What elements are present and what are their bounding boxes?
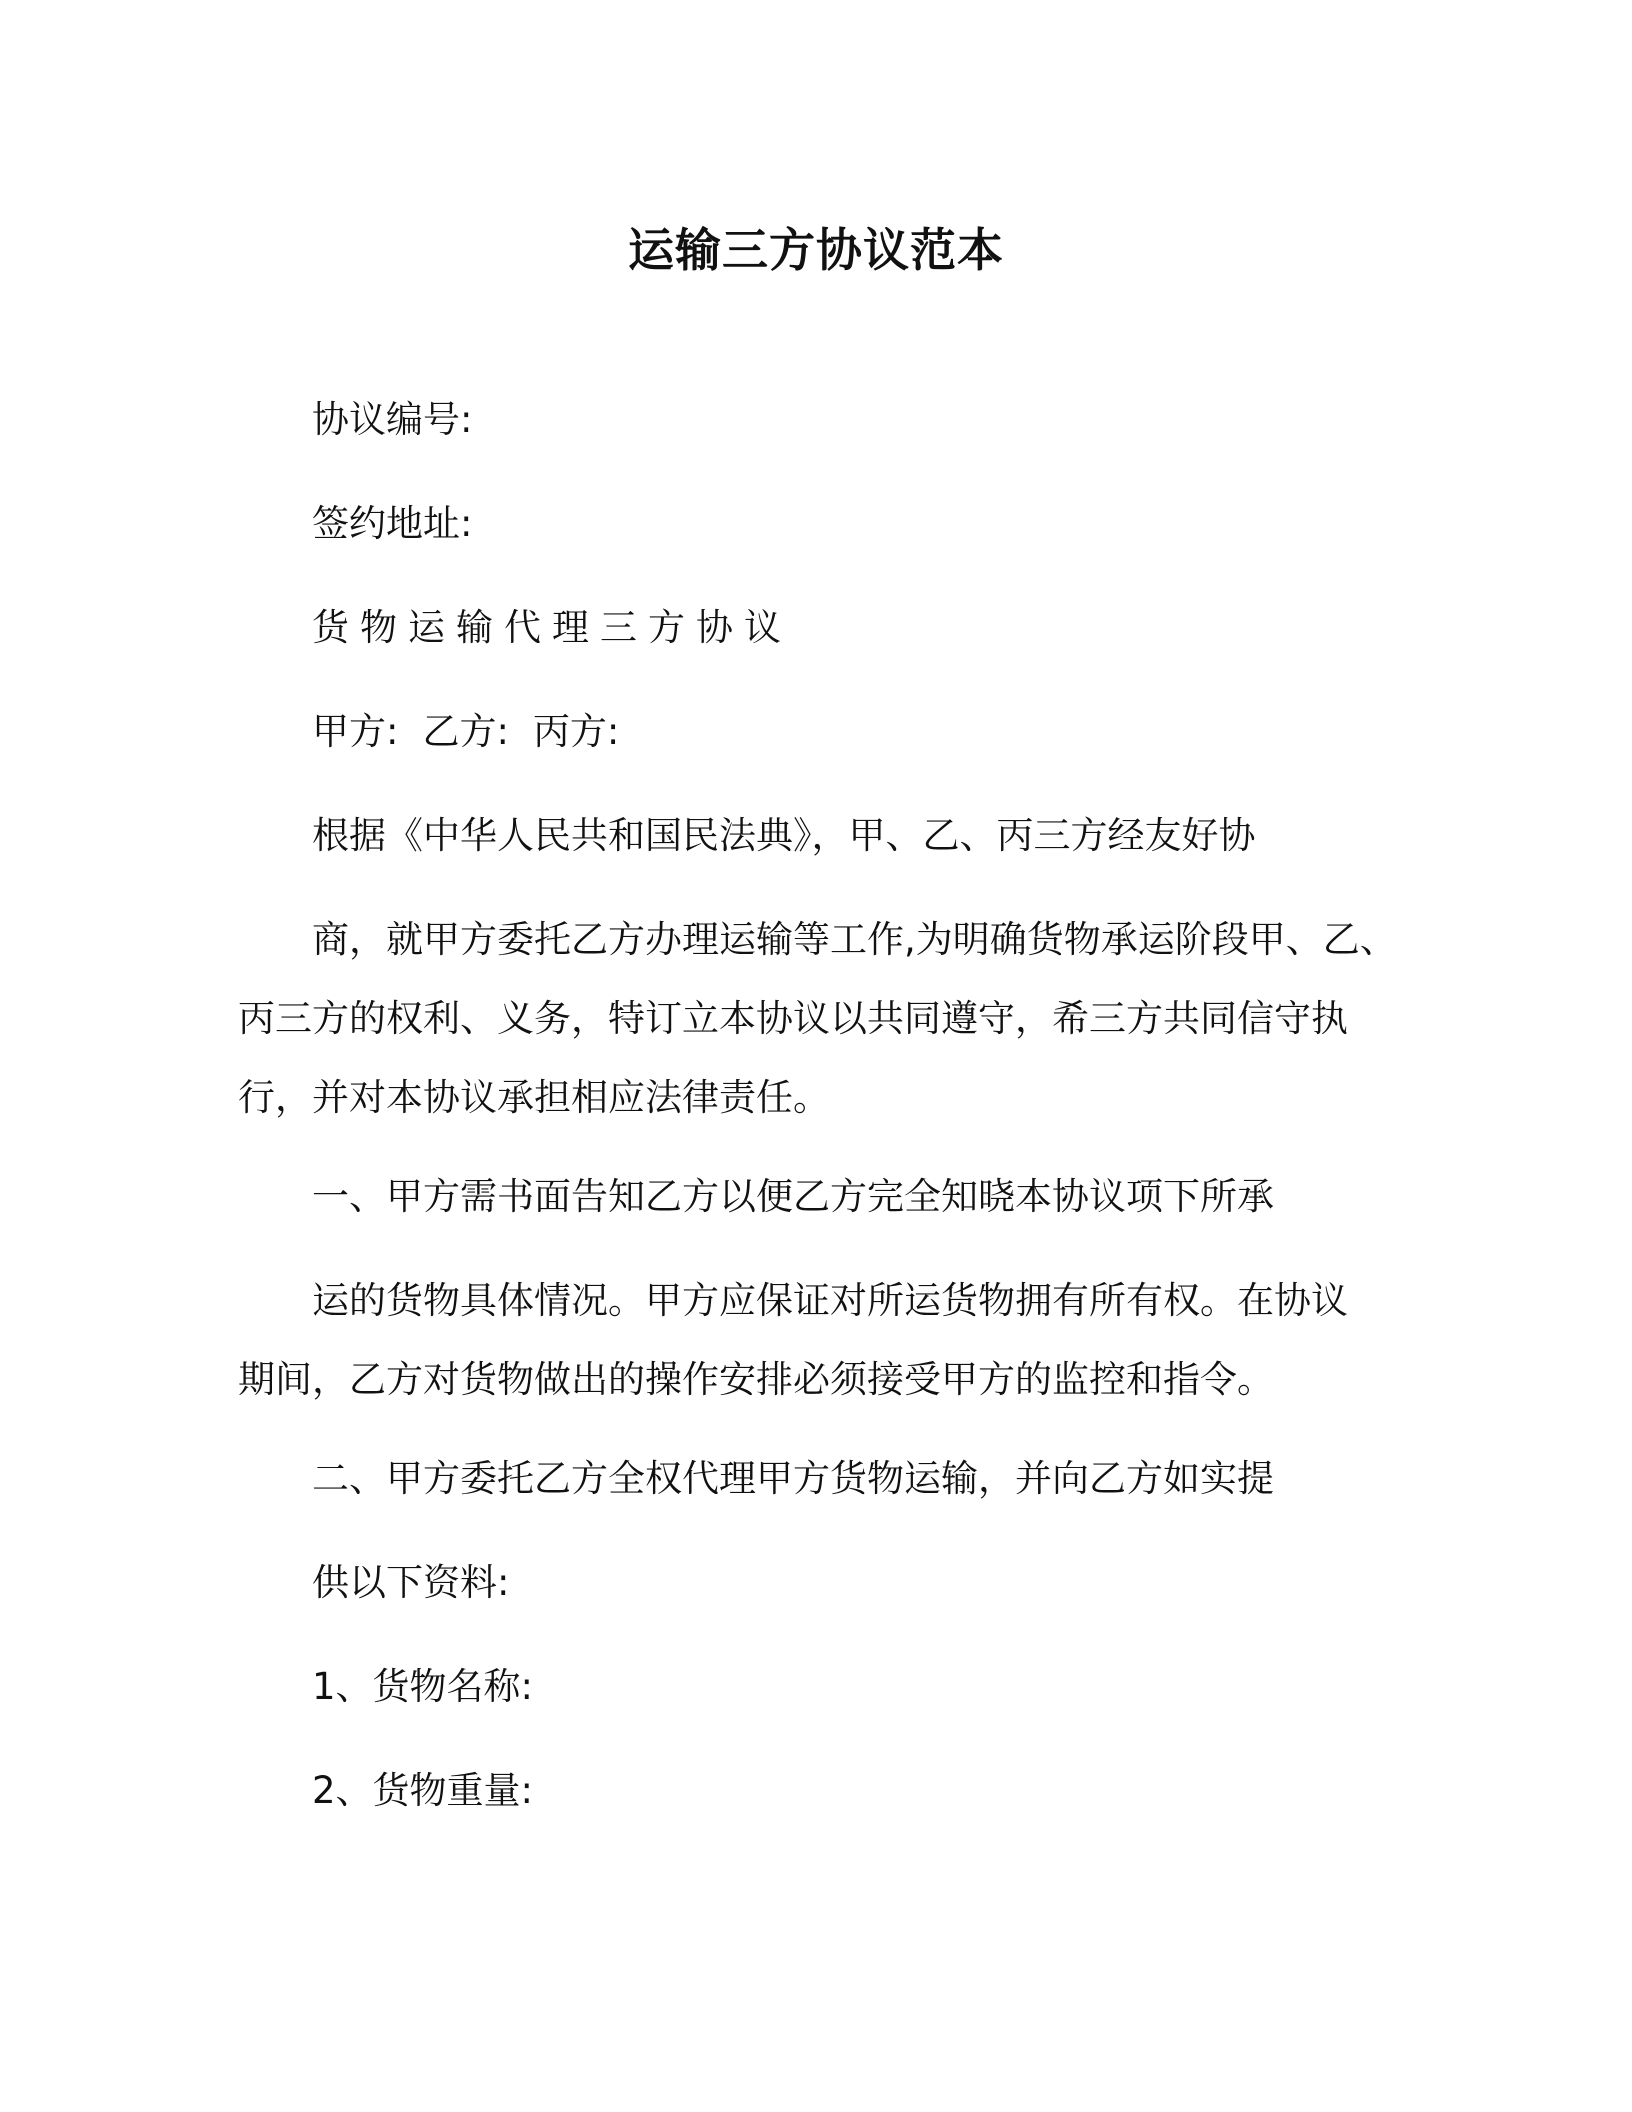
document-title: 运输三方协议范本	[628, 223, 1004, 277]
party-b-label: 乙方:	[422, 710, 509, 753]
clause-1-line-2: 运的货物具体情况。甲方应保证对所运货物拥有所有权。在协议	[312, 1279, 1348, 1322]
clause-1-line-3: 期间，乙方对货物做出的操作安排必须接受甲方的监控和指令。	[238, 1358, 1274, 1401]
item-goods-name: 1、货物名称:	[312, 1665, 534, 1708]
intro-line-2: 商，就甲方委托乙方办理运输等工作,为明确货物承运阶段甲、乙、	[312, 918, 1397, 961]
agreement-number-label: 协议编号:	[312, 398, 473, 441]
clause-2-line-2: 供以下资料:	[312, 1561, 510, 1604]
party-c-label: 丙方:	[532, 710, 620, 753]
clause-1-line-1: 一、甲方需书面告知乙方以便乙方完全知晓本协议项下所承	[312, 1175, 1274, 1218]
agreement-subtitle: 货物运输代理三方协议	[312, 606, 792, 649]
sign-place-label: 签约地址:	[312, 502, 473, 545]
parties-line	[312, 708, 619, 756]
item-goods-weight: 2、货物重量:	[312, 1769, 534, 1812]
clause-2-line-1: 二、甲方委托乙方全权代理甲方货物运输，并向乙方如实提	[312, 1457, 1274, 1500]
intro-line-1: 根据《中华人民共和国民法典》，甲、乙、丙三方经友好协	[312, 814, 1256, 857]
party-a-label: 甲方:	[312, 710, 399, 753]
intro-line-4: 行，并对本协议承担相应法律责任。	[238, 1076, 830, 1119]
intro-line-3: 丙三方的权利、义务，特订立本协议以共同遵守，希三方共同信守执	[238, 997, 1348, 1040]
